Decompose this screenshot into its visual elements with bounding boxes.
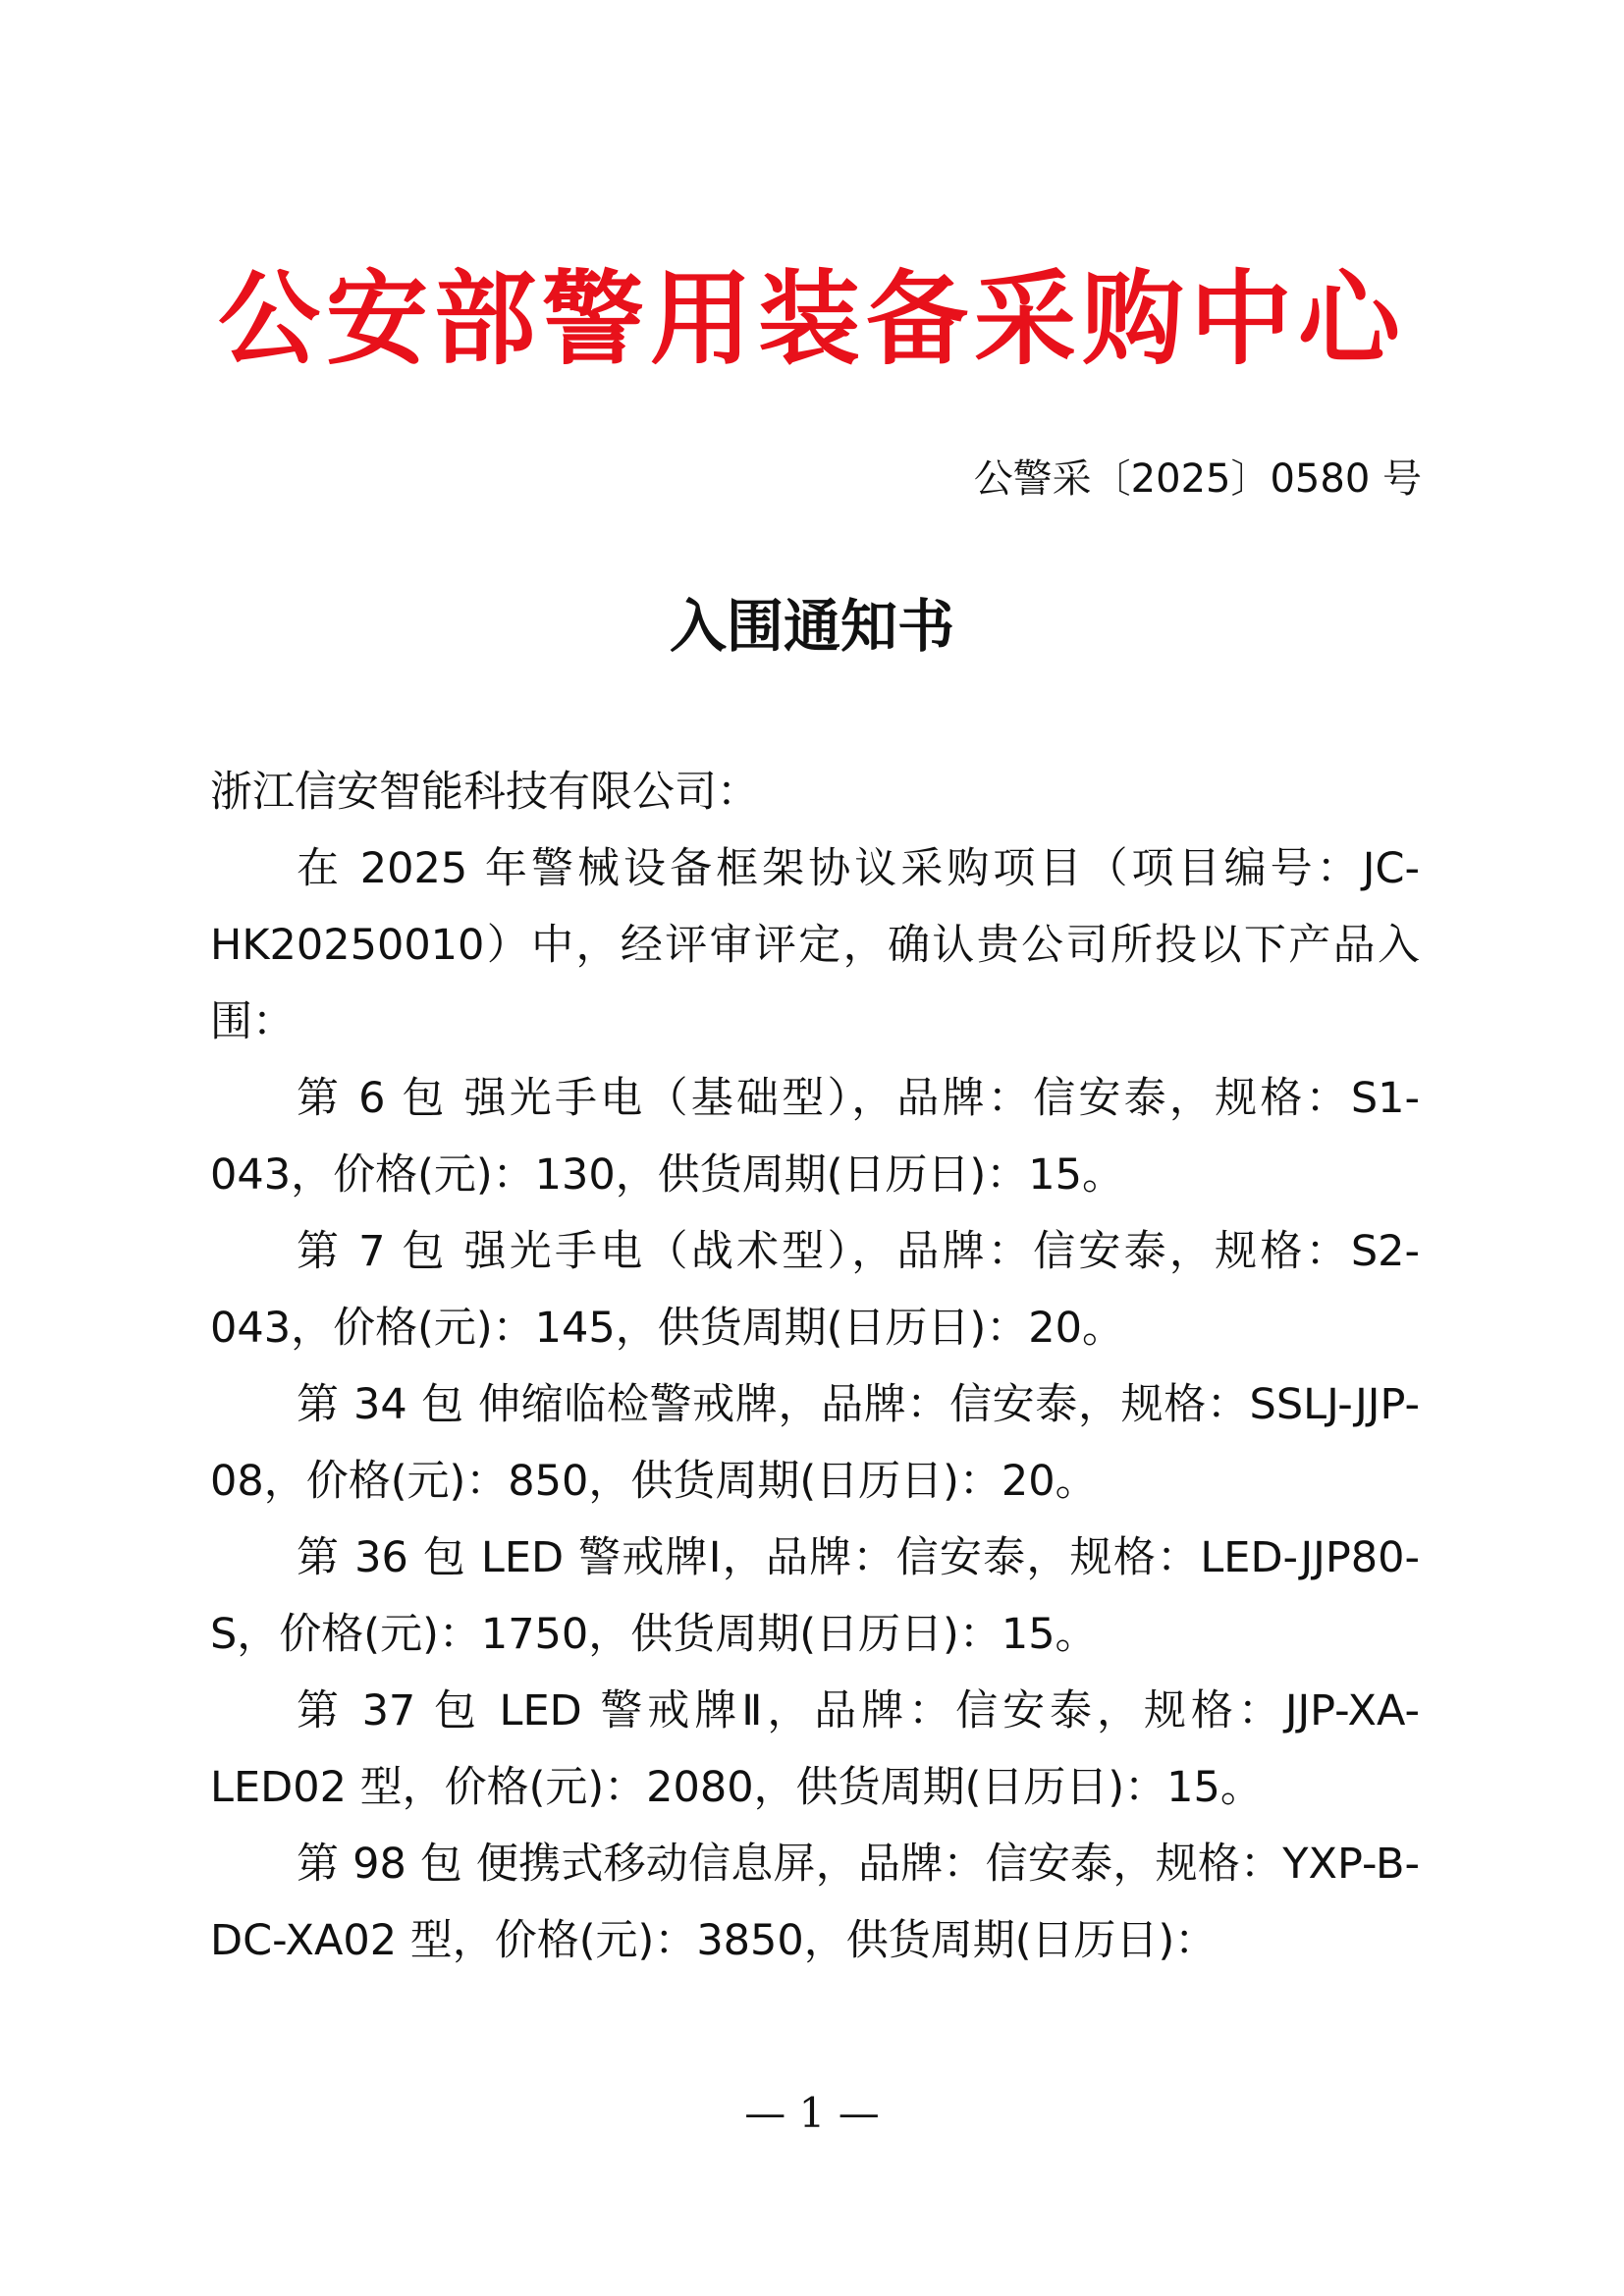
document-title: 入围通知书 — [669, 593, 954, 660]
intro-paragraph: 在 2025 年警械设备框架协议采购项目（项目编号：JC-HK20250010）中，经评审评定，确认贵公司所投以下产品入围： — [210, 844, 1420, 1046]
item-paragraph: 第 34 包 伸缩临检警戒牌，品牌：信安泰，规格：SSLJ-JJP-08，价格(元)：850，供货周期(日历日)：20。 — [210, 1380, 1420, 1506]
item-paragraph: 第 36 包 LED 警戒牌Ⅰ，品牌：信安泰，规格：LED-JJP80-S，价格(元)：1750，供货周期(日历日)：15。 — [210, 1533, 1420, 1659]
organization-title: 公安部警用装备采购中心 — [217, 258, 1406, 379]
item-paragraph: 第 37 包 LED 警戒牌Ⅱ，品牌：信安泰，规格：JJP-XA-LED02 型，价格(元)：2080，供货周期(日历日)：15。 — [210, 1686, 1420, 1812]
item-paragraph: 第 6 包 强光手电（基础型），品牌：信安泰，规格：S1-043，价格(元)：130，供货周期(日历日)：15。 — [210, 1074, 1420, 1200]
item-paragraph: 第 7 包 强光手电（战术型），品牌：信安泰，规格：S2-043，价格(元)：145，供货周期(日历日)：20。 — [210, 1227, 1420, 1353]
recipient-line: 浙江信安智能科技有限公司： — [210, 768, 759, 817]
document-body — [210, 754, 1420, 1979]
page-number: — 1 — — [744, 2089, 880, 2137]
item-paragraph: 第 98 包 便携式移动信息屏，品牌：信安泰，规格：YXP-B-DC-XA02 型，价格(元)：3850，供货周期(日历日)： — [210, 1840, 1420, 1965]
document-number: 公警采〔2025〕0580 号 — [973, 456, 1422, 502]
